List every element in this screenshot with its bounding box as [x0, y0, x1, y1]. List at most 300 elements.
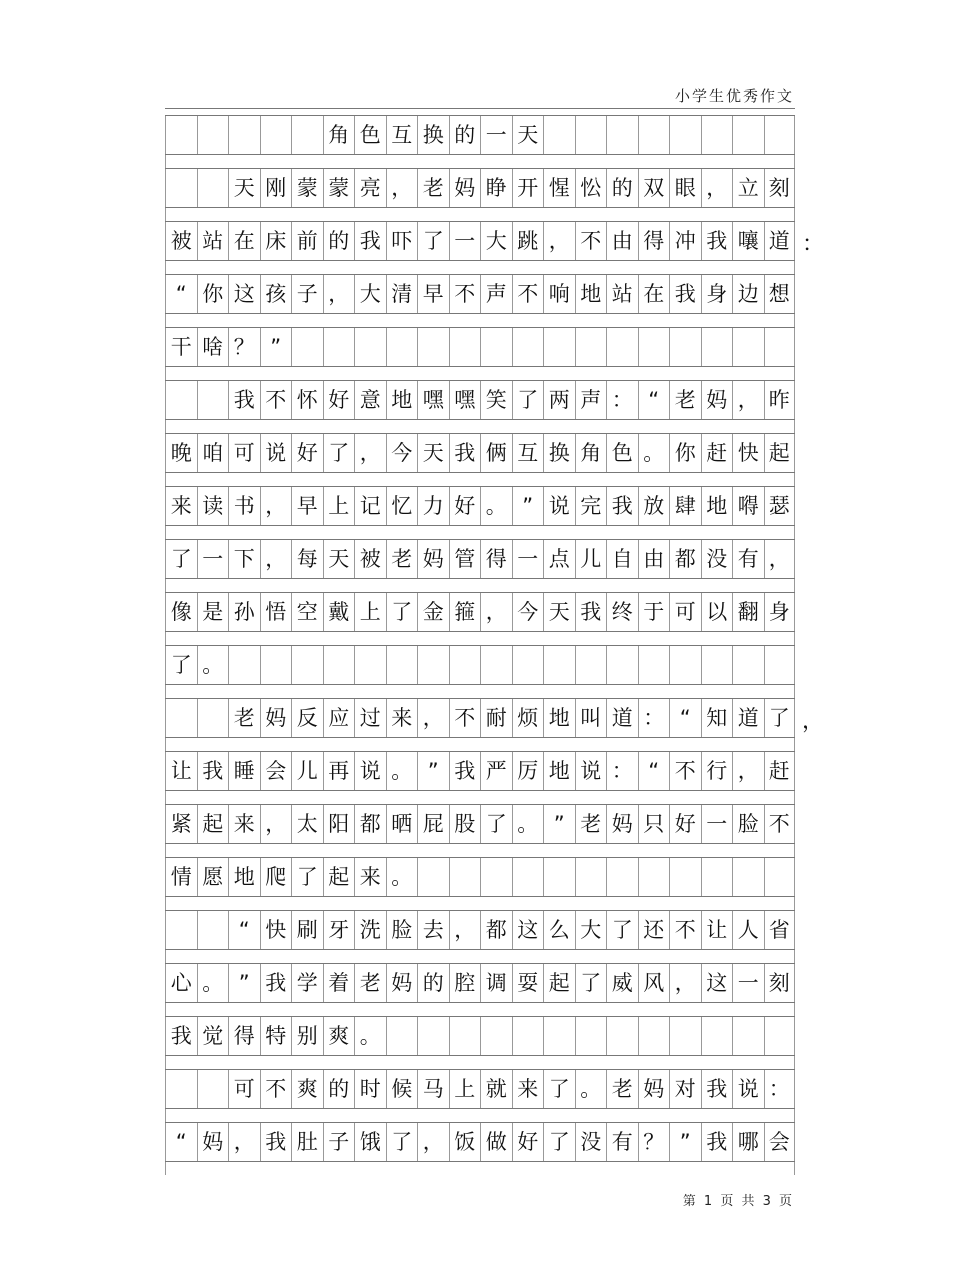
grid-cell: 起: [197, 805, 229, 843]
grid-cell: [543, 116, 575, 154]
grid-cell: [165, 116, 197, 154]
grid-row: [165, 963, 795, 1016]
grid-cell: [638, 328, 670, 366]
grid-cell: [638, 646, 670, 684]
grid-cell: 是: [197, 593, 229, 631]
grid-cell: 了: [323, 434, 355, 472]
grid-cell: 天: [512, 116, 544, 154]
grid-cell: 色: [354, 116, 386, 154]
row-gap: [165, 1109, 795, 1122]
grid-cell: 放: [638, 487, 670, 525]
grid-cell: 不: [449, 699, 481, 737]
grid-cell: 好: [323, 381, 355, 419]
grid-cell: 可: [228, 1070, 260, 1108]
grid-cell: 不: [449, 275, 481, 313]
grid-cell: 我: [575, 593, 607, 631]
grid-cell: ”: [669, 1123, 701, 1161]
grid-cell: 我: [260, 964, 292, 1002]
grid-cell: [543, 1017, 575, 1055]
grid-cell: 大: [354, 275, 386, 313]
grid-cell: 在: [638, 275, 670, 313]
grid-cell: 妈: [197, 1123, 229, 1161]
grid-cell: 了: [512, 381, 544, 419]
grid-cell: 的: [606, 169, 638, 207]
grid-cell: 不: [669, 911, 701, 949]
grid-cell: 都: [480, 911, 512, 949]
grid-cell: 了: [480, 805, 512, 843]
row-text: [165, 539, 795, 579]
row-text: [165, 115, 795, 155]
grid-cell: 了: [575, 964, 607, 1002]
grid-cell: 大: [575, 911, 607, 949]
grid-row: [165, 910, 795, 963]
grid-cell: 惺: [543, 169, 575, 207]
grid-cell: [543, 858, 575, 896]
grid-cell: 可: [669, 593, 701, 631]
grid-cell: 别: [291, 1017, 323, 1055]
grid-top-rule: [165, 108, 795, 109]
grid-row: [165, 433, 795, 486]
row-text: [165, 963, 795, 1003]
grid-cell: 我: [669, 275, 701, 313]
grid-cell: 色: [606, 434, 638, 472]
grid-cell: 肆: [669, 487, 701, 525]
grid-cell: 睁: [480, 169, 512, 207]
grid-cell: 子: [323, 1123, 355, 1161]
grid-cell: 会: [764, 1123, 796, 1161]
grid-cell: 地: [543, 699, 575, 737]
grid-cell: [449, 646, 481, 684]
row-text: [165, 221, 795, 261]
grid-cell: [606, 328, 638, 366]
grid-cell: [764, 328, 796, 366]
grid-cell: [638, 116, 670, 154]
grid-cell: [732, 116, 764, 154]
grid-cell: 道: [606, 699, 638, 737]
row-gap: [165, 155, 795, 168]
grid-cell: [197, 169, 229, 207]
grid-cell: ”: [228, 964, 260, 1002]
grid-cell: [669, 328, 701, 366]
row-gap: [165, 208, 795, 221]
grid-cell: 不: [260, 381, 292, 419]
grid-cell: 了: [165, 646, 197, 684]
grid-cell: 不: [669, 752, 701, 790]
grid-cell: 刚: [260, 169, 292, 207]
grid-cell: [669, 858, 701, 896]
grid-cell: 让: [701, 911, 733, 949]
grid-cell: 地: [228, 858, 260, 896]
grid-cell: [197, 381, 229, 419]
grid-cell: 让: [165, 752, 197, 790]
grid-cell: 老: [417, 169, 449, 207]
grid-cell: [606, 116, 638, 154]
grid-cell: [354, 646, 386, 684]
grid-cell: 了: [543, 1123, 575, 1161]
grid-cell: 以: [701, 593, 733, 631]
grid-cell: 忆: [386, 487, 418, 525]
grid-cell: 就: [480, 1070, 512, 1108]
grid-cell: 妈: [449, 169, 481, 207]
grid-cell: 说: [354, 752, 386, 790]
grid-cell: 空: [291, 593, 323, 631]
grid-cell: 早: [291, 487, 323, 525]
grid-cell: 饭: [449, 1123, 481, 1161]
grid-cell: [386, 646, 418, 684]
grid-cell: 老: [575, 805, 607, 843]
grid-cell: 。: [386, 858, 418, 896]
grid-cell: 完: [575, 487, 607, 525]
grid-cell: 赶: [764, 752, 796, 790]
grid-cell: ：: [764, 1070, 796, 1108]
grid-cell: 愿: [197, 858, 229, 896]
row-text: [165, 380, 795, 420]
row-text: [165, 698, 795, 738]
grid-row: [165, 486, 795, 539]
grid-cell: [354, 328, 386, 366]
grid-cell: 一: [449, 222, 481, 260]
grid-cell: 情: [165, 858, 197, 896]
grid-cell: [512, 858, 544, 896]
grid-cell: ，: [260, 805, 292, 843]
grid-cell: 叫: [575, 699, 607, 737]
row-text: [165, 274, 795, 314]
grid-cell: [417, 1017, 449, 1055]
grid-cell: ，: [354, 434, 386, 472]
row-gap: [165, 685, 795, 698]
grid-cell: 得: [228, 1017, 260, 1055]
grid-cell: 得: [480, 540, 512, 578]
grid-cell: 只: [638, 805, 670, 843]
grid-cell: 像: [165, 593, 197, 631]
grid-cell: [386, 328, 418, 366]
grid-cell: 在: [228, 222, 260, 260]
grid-cell: 。: [354, 1017, 386, 1055]
grid-row: [165, 1122, 795, 1175]
grid-cell: 嘿: [449, 381, 481, 419]
grid-cell: [449, 1017, 481, 1055]
grid-cell: 道: [732, 699, 764, 737]
grid-cell: 老: [228, 699, 260, 737]
grid-cell: “: [228, 911, 260, 949]
row-text: [165, 168, 795, 208]
grid-cell: 冲: [669, 222, 701, 260]
grid-cell: 响: [543, 275, 575, 313]
row-gap: [165, 420, 795, 433]
grid-cell: [197, 1070, 229, 1108]
grid-cell: 一: [512, 540, 544, 578]
grid-cell: 昨: [764, 381, 796, 419]
grid-cell: 威: [606, 964, 638, 1002]
grid-cell: 地: [575, 275, 607, 313]
grid-cell: [197, 699, 229, 737]
grid-cell: 么: [543, 911, 575, 949]
grid-cell: 去: [417, 911, 449, 949]
grid-cell: 对: [669, 1070, 701, 1108]
grid-cell: [165, 169, 197, 207]
grid-row: [165, 115, 795, 168]
grid-cell: 嚷: [732, 222, 764, 260]
grid-cell: 说: [732, 1070, 764, 1108]
grid-cell: 心: [165, 964, 197, 1002]
grid-cell: [701, 646, 733, 684]
grid-cell: 管: [449, 540, 481, 578]
grid-cell: [701, 1017, 733, 1055]
grid-cell: 阳: [323, 805, 355, 843]
grid-cell: 耍: [512, 964, 544, 1002]
grid-cell: 一: [701, 805, 733, 843]
grid-cell: 来: [165, 487, 197, 525]
grid-cell: 有: [606, 1123, 638, 1161]
grid-cell: 来: [354, 858, 386, 896]
grid-cell: ？: [638, 1123, 670, 1161]
grid-cell: 的: [323, 1070, 355, 1108]
grid-cell: [449, 858, 481, 896]
grid-cell: 儿: [575, 540, 607, 578]
grid-cell: [701, 116, 733, 154]
grid-cell: [323, 646, 355, 684]
grid-cell: 快: [260, 911, 292, 949]
grid-cell: 天: [323, 540, 355, 578]
grid-cell: [480, 646, 512, 684]
grid-cell: 了: [386, 1123, 418, 1161]
grid-cell: 干: [165, 328, 197, 366]
grid-cell: 翻: [732, 593, 764, 631]
grid-cell: 力: [417, 487, 449, 525]
grid-cell: 做: [480, 1123, 512, 1161]
grid-cell: [575, 858, 607, 896]
grid-cell: 好: [512, 1123, 544, 1161]
grid-cell: 忪: [575, 169, 607, 207]
grid-cell: ，: [386, 169, 418, 207]
grid-cell: 睡: [228, 752, 260, 790]
grid-cell: [701, 328, 733, 366]
grid-cell: 跳: [512, 222, 544, 260]
grid-cell: 得: [638, 222, 670, 260]
grid-cell: [575, 646, 607, 684]
grid-cell: 换: [543, 434, 575, 472]
grid-cell: 不: [260, 1070, 292, 1108]
grid-cell: [732, 858, 764, 896]
grid-cell: 由: [606, 222, 638, 260]
grid-cell: 马: [417, 1070, 449, 1108]
grid-cell: [732, 1017, 764, 1055]
grid-cell: [260, 116, 292, 154]
grid-cell: 妈: [260, 699, 292, 737]
grid-cell: 我: [197, 752, 229, 790]
row-gap: [165, 579, 795, 592]
row-text: [165, 327, 795, 367]
grid-cell: 亮: [354, 169, 386, 207]
grid-cell: 老: [386, 540, 418, 578]
grid-cell: 眼: [669, 169, 701, 207]
grid-cell: ：: [606, 752, 638, 790]
grid-cell: 终: [606, 593, 638, 631]
grid-cell: 我: [354, 222, 386, 260]
grid-cell: 这: [701, 964, 733, 1002]
grid-cell: [260, 646, 292, 684]
grid-cell: 我: [228, 381, 260, 419]
grid-cell: 互: [386, 116, 418, 154]
grid-cell: 声: [480, 275, 512, 313]
grid-cell: 床: [260, 222, 292, 260]
grid-cell: [701, 858, 733, 896]
grid-cell: 我: [701, 222, 733, 260]
grid-cell: ，: [732, 381, 764, 419]
grid-cell: [165, 699, 197, 737]
grid-cell: 道: [764, 222, 796, 260]
grid-cell: 起: [323, 858, 355, 896]
row-gap: [165, 1003, 795, 1016]
grid-cell: [386, 1017, 418, 1055]
grid-cell: ，: [260, 540, 292, 578]
grid-cell: 。: [197, 646, 229, 684]
grid-cell: 风: [638, 964, 670, 1002]
grid-cell: 妈: [606, 805, 638, 843]
grid-cell: 。: [480, 487, 512, 525]
grid-cell: 刻: [764, 964, 796, 1002]
row-text: [165, 1016, 795, 1056]
header-label: 小学生优秀作文: [674, 87, 794, 105]
grid-cell: 厉: [512, 752, 544, 790]
grid-cell: [197, 911, 229, 949]
grid-cell: 饿: [354, 1123, 386, 1161]
grid-cell: [543, 328, 575, 366]
grid-cell: 前: [291, 222, 323, 260]
row-text: [165, 592, 795, 632]
grid-cell: 妈: [638, 1070, 670, 1108]
grid-cell: 了: [165, 540, 197, 578]
grid-cell: 耐: [480, 699, 512, 737]
grid-cell: 每: [291, 540, 323, 578]
grid-cell: “: [165, 1123, 197, 1161]
grid-cell: 妈: [701, 381, 733, 419]
grid-cell: [606, 646, 638, 684]
grid-cell: 声: [575, 381, 607, 419]
grid-cell: ，: [480, 593, 512, 631]
grid-cell: 嘿: [417, 381, 449, 419]
grid-cell: 我: [165, 1017, 197, 1055]
grid-cell: 身: [764, 593, 796, 631]
grid-cell: 角: [323, 116, 355, 154]
grid-cell: [669, 116, 701, 154]
grid-cell: 箍: [449, 593, 481, 631]
grid-cell: [165, 381, 197, 419]
grid-cell: 好: [669, 805, 701, 843]
grid-cell: 自: [606, 540, 638, 578]
grid-cell: 老: [669, 381, 701, 419]
grid-cell: 不: [764, 805, 796, 843]
grid-cell: 学: [291, 964, 323, 1002]
grid-cell: 孩: [260, 275, 292, 313]
grid-cell: ，: [701, 169, 733, 207]
grid-cell: 反: [291, 699, 323, 737]
grid-cell: 股: [449, 805, 481, 843]
grid-cell: 我: [449, 434, 481, 472]
grid-row: [165, 592, 795, 645]
row-gap: [165, 526, 795, 539]
grid-cell: 老: [354, 964, 386, 1002]
grid-cell: 没: [701, 540, 733, 578]
grid-cell: [543, 646, 575, 684]
grid-cell: 被: [165, 222, 197, 260]
grid-cell: 天: [543, 593, 575, 631]
grid-cell: [291, 116, 323, 154]
grid-cell: 子: [291, 275, 323, 313]
grid-cell: 双: [638, 169, 670, 207]
grid-cell: ：: [606, 381, 638, 419]
grid-cell: 特: [260, 1017, 292, 1055]
grid-cell: 今: [386, 434, 418, 472]
row-gap: [165, 897, 795, 910]
grid-cell: 可: [228, 434, 260, 472]
grid-cell: 下: [228, 540, 260, 578]
grid-cell: 两: [543, 381, 575, 419]
grid-cell: 爽: [291, 1070, 323, 1108]
grid-cell: [228, 116, 260, 154]
grid-cell: 咱: [197, 434, 229, 472]
grid-cell: 。: [638, 434, 670, 472]
row-gap: [165, 261, 795, 274]
grid-cell: 地: [543, 752, 575, 790]
grid-cell: [638, 858, 670, 896]
grid-row: [165, 221, 825, 274]
grid-cell: ，: [732, 752, 764, 790]
grid-cell: “: [669, 699, 701, 737]
grid-cell: 站: [606, 275, 638, 313]
grid-cell: 了: [386, 593, 418, 631]
grid-cell: 天: [228, 169, 260, 207]
grid-cell: [669, 1017, 701, 1055]
grid-cell: 。: [512, 805, 544, 843]
grid-cell: 孙: [228, 593, 260, 631]
grid-cell: 着: [323, 964, 355, 1002]
grid-cell: 应: [323, 699, 355, 737]
grid-cell: 都: [354, 805, 386, 843]
grid-cell: 好: [449, 487, 481, 525]
grid-row: [165, 751, 795, 804]
grid-cell: 天: [417, 434, 449, 472]
grid-cell: 有: [732, 540, 764, 578]
grid-cell: [764, 646, 796, 684]
grid-cell: ，: [323, 275, 355, 313]
grid-cell: 儿: [291, 752, 323, 790]
row-gap: [165, 950, 795, 963]
grid-cell: 来: [512, 1070, 544, 1108]
grid-cell: 地: [701, 487, 733, 525]
row-gap: [165, 791, 795, 804]
grid-cell: 时: [354, 1070, 386, 1108]
grid-cell: 脸: [732, 805, 764, 843]
grid-cell: 这: [512, 911, 544, 949]
row-gap: [165, 632, 795, 645]
grid-cell: 我: [701, 1070, 733, 1108]
grid-cell: 悟: [260, 593, 292, 631]
grid-cell: 金: [417, 593, 449, 631]
grid-cell: 蒙: [323, 169, 355, 207]
grid-cell: [480, 328, 512, 366]
grid-cell: ：: [638, 699, 670, 737]
grid-cell: ，: [543, 222, 575, 260]
grid-cell: 腔: [449, 964, 481, 1002]
row-gap: [165, 314, 795, 327]
grid-cell: 一: [197, 540, 229, 578]
grid-cell: 你: [197, 275, 229, 313]
grid-row: [165, 1016, 795, 1069]
grid-row: [165, 857, 795, 910]
grid-cell: 刷: [291, 911, 323, 949]
grid-cell: 了: [543, 1070, 575, 1108]
